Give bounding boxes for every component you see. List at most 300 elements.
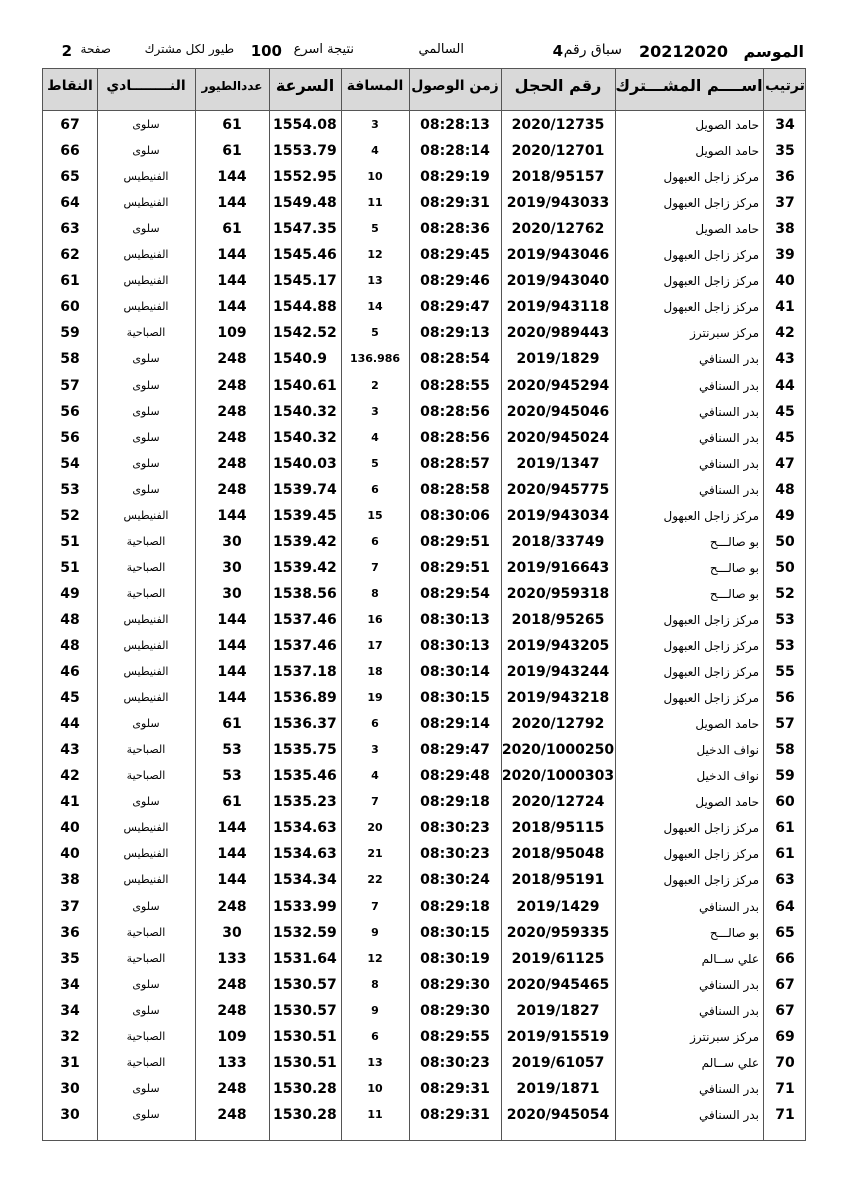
ring-number: 2020/12724 (511, 794, 605, 811)
distance-value: 21 (367, 847, 383, 861)
arrival-time: 08:29:47 (420, 299, 490, 316)
bird-count: 248 (217, 351, 247, 368)
ring-number: 2019/943040 (506, 273, 610, 290)
table-row (43, 503, 805, 529)
speed-value: 1530.57 (273, 1002, 337, 1019)
speed-value: 1540.61 (273, 377, 337, 394)
speed-value: 1552.95 (273, 169, 337, 186)
ring-number: 2020/945054 (506, 1106, 610, 1123)
ring-number: 2019/1827 (516, 1002, 600, 1019)
speed-value: 1540.32 (273, 403, 337, 420)
participant-name: مركز زاجل العبهول (663, 170, 759, 185)
bird-count: 30 (222, 533, 242, 550)
speed-value: 1545.46 (273, 247, 337, 264)
table-row (43, 138, 805, 164)
speed-value: 1535.75 (273, 742, 337, 759)
ring-number: 2020/12701 (511, 143, 605, 160)
distance-value: 17 (367, 639, 383, 652)
points-value: 59 (60, 325, 80, 342)
rank-cell: 61 (775, 846, 795, 863)
ring-number: 2020/1000303 (501, 768, 615, 785)
participant-name: مركز زاجل العبهول (663, 821, 759, 836)
bird-count: 144 (217, 273, 247, 290)
table-row (43, 1076, 805, 1102)
distance-value: 7 (371, 899, 379, 913)
rank-cell: 63 (775, 872, 795, 889)
participant-name: حامد الصويل (695, 795, 759, 810)
participant-name: حامد الصويل (695, 144, 759, 159)
rank-cell: 66 (775, 950, 795, 967)
speed-value: 1530.51 (273, 1054, 337, 1071)
rank-cell: 64 (775, 898, 795, 915)
speed-value: 1542.52 (273, 325, 337, 342)
points-value: 30 (60, 1106, 80, 1123)
table-row (43, 373, 805, 399)
table-row (43, 268, 805, 294)
points-value: 64 (60, 195, 80, 212)
club-name: سلوى (132, 352, 160, 366)
rank-cell: 60 (775, 794, 795, 811)
season-label: الموسم (743, 42, 804, 61)
participant-name: بدر السنافي (699, 977, 759, 992)
club-name: الفنيطيس (123, 665, 169, 679)
club-name: الصباحية (126, 326, 166, 340)
table-row (43, 1024, 805, 1050)
ring-number: 2020/989443 (506, 325, 610, 342)
speed-value: 1535.23 (273, 794, 337, 811)
club-name: سلوى (132, 482, 160, 496)
distance-value: 19 (367, 691, 383, 705)
club-name: الصباحية (126, 743, 166, 757)
points-value: 51 (60, 559, 80, 576)
ring-number: 2019/1429 (516, 898, 600, 915)
ring-number: 2020/945294 (506, 377, 610, 394)
distance-value: 3 (371, 743, 379, 757)
club-name: الفنيطيس (123, 508, 169, 522)
club-name: الفنيطيس (123, 248, 169, 262)
rank-cell: 52 (775, 585, 795, 602)
points-value: 49 (60, 585, 80, 602)
arrival-time: 08:28:57 (420, 455, 490, 472)
speed-value: 1554.08 (273, 117, 337, 133)
table-row (43, 425, 805, 451)
participant-name: علي ســالم (701, 951, 759, 966)
speed-value: 1537.18 (273, 664, 337, 681)
ring-number: 2020/12792 (511, 716, 605, 733)
ring-number: 2019/943218 (506, 690, 610, 707)
club-name: الصباحية (126, 560, 166, 574)
ring-number: 2018/95191 (511, 872, 605, 889)
page-label: صفحة (80, 42, 111, 56)
participant-name: بدر السنافي (699, 352, 759, 367)
table-row (43, 894, 805, 920)
points-value: 61 (60, 273, 80, 290)
table-row (43, 346, 805, 372)
points-value: 40 (60, 820, 80, 837)
arrival-time: 08:28:56 (420, 403, 490, 420)
arrival-time: 08:30:23 (420, 846, 490, 863)
arrival-time: 08:28:14 (420, 143, 490, 160)
rank-cell: 71 (775, 1080, 795, 1097)
speed-value: 1539.42 (273, 559, 337, 576)
participant-name: بدر السنافي (699, 404, 759, 419)
points-value: 54 (60, 455, 80, 472)
participant-name: مركز زاجل العبهول (663, 847, 759, 862)
bird-count: 144 (217, 820, 247, 837)
bird-count: 248 (217, 976, 247, 993)
rank-cell: 43 (775, 351, 795, 368)
points-value: 53 (60, 481, 80, 498)
ring-number: 2018/33749 (511, 533, 605, 550)
distance-value: 16 (367, 612, 383, 626)
points-value: 42 (60, 768, 80, 785)
distance-value: 9 (371, 1003, 379, 1017)
ring-number: 2020/12762 (511, 221, 605, 238)
distance-value: 4 (371, 144, 379, 158)
bird-count: 144 (217, 507, 247, 524)
club-name: سلوى (132, 717, 160, 731)
points-value: 67 (60, 117, 80, 133)
participant-name: حامد الصويل (695, 118, 759, 132)
bird-count: 144 (217, 169, 247, 186)
rank-cell: 36 (775, 169, 795, 186)
rank-cell: 44 (775, 377, 795, 394)
points-value: 34 (60, 976, 80, 993)
table-row (43, 529, 805, 555)
speed-value: 1540.9 (273, 351, 328, 368)
col-arrival: زمن الوصول (411, 78, 499, 94)
arrival-time: 08:30:19 (420, 950, 490, 967)
distance-value: 3 (371, 404, 379, 418)
arrival-time: 08:28:36 (420, 221, 490, 238)
arrival-time: 08:28:56 (420, 429, 490, 446)
participant-name: بدر السنافي (699, 378, 759, 393)
club-name: الفنيطيس (123, 274, 169, 288)
rank-cell: 49 (775, 507, 795, 524)
speed-value: 1545.17 (273, 273, 337, 290)
points-value: 40 (60, 846, 80, 863)
arrival-time: 08:30:14 (420, 664, 490, 681)
speed-value: 1547.35 (273, 221, 337, 238)
ring-number: 2019/1871 (516, 1080, 600, 1097)
table-row (43, 737, 805, 763)
participant-name: نواف الدخيل (696, 743, 759, 758)
club-name: سلوى (132, 1107, 160, 1121)
arrival-time: 08:29:46 (420, 273, 490, 290)
rank-cell: 35 (775, 143, 795, 160)
speed-value: 1530.57 (273, 976, 337, 993)
distance-value: 4 (371, 769, 379, 783)
speed-value: 1531.64 (273, 950, 337, 967)
bird-count: 144 (217, 195, 247, 212)
bird-count: 144 (217, 846, 247, 863)
distance-value: 8 (371, 977, 379, 991)
col-speed: السرعة (275, 76, 335, 95)
participant-name: حامد الصويل (695, 717, 759, 732)
table-row (43, 399, 805, 425)
bird-count: 53 (222, 768, 242, 785)
bird-count: 61 (222, 716, 242, 733)
participant-name: بو صالـــح (709, 586, 759, 601)
results-table (42, 68, 806, 1141)
bird-count: 248 (217, 1106, 247, 1123)
ring-number: 2020/959335 (506, 924, 610, 941)
speed-value: 1538.56 (273, 585, 337, 602)
points-value: 31 (60, 1054, 80, 1071)
arrival-time: 08:29:54 (420, 585, 490, 602)
participant-name: بدر السنافي (699, 899, 759, 914)
ring-number: 2020/945024 (506, 429, 610, 446)
rank-cell: 57 (775, 716, 795, 733)
speed-value: 1530.28 (273, 1106, 337, 1123)
points-value: 41 (60, 794, 80, 811)
points-value: 56 (60, 403, 80, 420)
club-name: سلوى (132, 404, 160, 418)
participant-name: مركز زاجل العبهول (663, 248, 759, 263)
participant-name: بو صالـــح (709, 925, 759, 940)
points-value: 48 (60, 638, 80, 654)
speed-value: 1539.74 (273, 481, 337, 498)
arrival-time: 08:29:13 (420, 325, 490, 342)
arrival-time: 08:28:58 (420, 481, 490, 498)
ring-number: 2018/95115 (511, 820, 605, 837)
table-row (43, 815, 805, 841)
ring-number: 2019/943033 (506, 195, 610, 212)
participant-name: علي ســالم (701, 1055, 759, 1070)
rank-cell: 55 (775, 664, 795, 681)
speed-value: 1530.51 (273, 1028, 337, 1045)
rank-cell: 41 (775, 299, 795, 316)
table-row (43, 633, 805, 659)
arrival-time: 08:28:13 (420, 117, 490, 133)
speed-value: 1539.45 (273, 507, 337, 524)
points-value: 56 (60, 429, 80, 446)
table-row (43, 867, 805, 893)
rank-cell: 67 (775, 976, 795, 993)
participant-name: بدر السنافي (699, 430, 759, 445)
arrival-time: 08:30:15 (420, 690, 490, 707)
distance-value: 10 (367, 1081, 383, 1095)
rank-cell: 61 (775, 820, 795, 837)
rank-cell: 50 (775, 533, 795, 550)
arrival-time: 08:30:24 (420, 872, 490, 889)
bird-count: 144 (217, 247, 247, 264)
table-row (43, 320, 805, 346)
participant-name: بدر السنافي (699, 1003, 759, 1018)
bird-count: 61 (222, 221, 242, 238)
arrival-time: 08:28:55 (420, 377, 490, 394)
club-name: الفنيطيس (123, 170, 169, 184)
participant-name: بو صالـــح (709, 534, 759, 549)
distance-value: 14 (367, 300, 383, 314)
points-value: 38 (60, 872, 80, 889)
distance-value: 3 (371, 118, 379, 131)
table-row (43, 190, 805, 216)
points-value: 43 (60, 742, 80, 759)
ring-number: 2019/916643 (506, 559, 610, 576)
participant-name: مركز زاجل العبهول (663, 639, 759, 653)
ring-number: 2018/95265 (511, 611, 605, 628)
rank-cell: 47 (775, 455, 795, 472)
speed-value: 1536.89 (273, 690, 337, 707)
arrival-time: 08:30:23 (420, 1054, 490, 1071)
participant-name: مركز سبرنترز (690, 1029, 759, 1044)
points-value: 36 (60, 924, 80, 941)
arrival-time: 08:29:55 (420, 1028, 490, 1045)
points-value: 37 (60, 898, 80, 915)
bird-count: 248 (217, 429, 247, 446)
table-row (43, 555, 805, 581)
result-label: نتيجة اسرع (293, 42, 354, 57)
bird-count: 133 (217, 1054, 247, 1071)
ring-number: 2019/61125 (511, 950, 605, 967)
table-row (43, 581, 805, 607)
ring-number: 2018/95048 (511, 846, 605, 863)
arrival-time: 08:29:18 (420, 898, 490, 915)
arrival-time: 08:29:48 (420, 768, 490, 785)
arrival-time: 08:29:51 (420, 559, 490, 576)
bird-count: 248 (217, 403, 247, 420)
distance-value: 6 (371, 482, 379, 496)
participant-name: مركز سبرنترز (690, 326, 759, 341)
table-row (43, 998, 805, 1024)
birds-count: 100 (250, 42, 282, 60)
points-value: 51 (60, 533, 80, 550)
table-row (43, 112, 805, 138)
club-name: الصباحية (126, 1055, 166, 1069)
rank-cell: 70 (775, 1054, 795, 1071)
table-row (43, 659, 805, 685)
bird-count: 144 (217, 299, 247, 316)
club-name: الفنيطيس (123, 821, 169, 835)
points-value: 66 (60, 143, 80, 160)
distance-value: 5 (371, 456, 379, 470)
ring-number: 2018/95157 (511, 169, 605, 186)
club-name: الصباحية (126, 586, 166, 600)
bird-count: 133 (217, 950, 247, 967)
table-row (43, 216, 805, 242)
club-name: سلوى (132, 1003, 160, 1017)
distance-value: 20 (367, 821, 383, 835)
points-value: 44 (60, 716, 80, 733)
rank-cell: 40 (775, 273, 795, 290)
ring-number: 2019/915519 (506, 1028, 610, 1045)
arrival-time: 08:29:51 (420, 533, 490, 550)
arrival-time: 08:29:30 (420, 1002, 490, 1019)
club-name: الفنيطيس (123, 691, 169, 705)
arrival-time: 08:28:54 (420, 351, 490, 368)
points-value: 63 (60, 221, 80, 238)
club-name: سلوى (132, 899, 160, 913)
arrival-time: 08:29:19 (420, 169, 490, 186)
club-name: الفنيطيس (123, 612, 169, 626)
arrival-time: 08:29:31 (420, 1106, 490, 1123)
table-row (43, 477, 805, 503)
participant-name: مركز زاجل العبهول (663, 873, 759, 888)
points-value: 30 (60, 1080, 80, 1097)
club-name: سلوى (132, 144, 160, 158)
arrival-time: 08:30:13 (420, 611, 490, 628)
points-value: 46 (60, 664, 80, 681)
speed-value: 1540.03 (273, 455, 337, 472)
rank-cell: 45 (775, 403, 795, 420)
speed-value: 1537.46 (273, 611, 337, 628)
points-value: 52 (60, 507, 80, 524)
page-header (0, 42, 848, 64)
bird-count: 144 (217, 611, 247, 628)
distance-value: 6 (371, 1029, 379, 1043)
club-name: الصباحية (126, 769, 166, 783)
distance-value: 7 (371, 795, 379, 809)
distance-value: 10 (367, 170, 383, 184)
bird-count: 109 (217, 325, 247, 342)
participant-name: مركز زاجل العبهول (663, 612, 759, 627)
club-name: سلوى (132, 378, 160, 392)
table-row (43, 920, 805, 946)
table-row (43, 763, 805, 789)
distance-value: 136.986 (349, 352, 401, 366)
rank-cell: 53 (775, 638, 795, 654)
page-number: 2 (61, 42, 72, 60)
arrival-time: 08:29:47 (420, 742, 490, 759)
ring-number: 2020/959318 (506, 585, 610, 602)
participant-name: مركز زاجل العبهول (663, 665, 759, 680)
club-name: سلوى (132, 977, 160, 991)
ring-number: 2020/12735 (511, 117, 605, 133)
participant-name: بدر السنافي (699, 1107, 759, 1122)
points-value: 45 (60, 690, 80, 707)
bird-count: 109 (217, 1028, 247, 1045)
participant-name: مركز زاجل العبهول (663, 691, 759, 706)
rank-cell: 53 (775, 611, 795, 628)
ring-number: 2020/945046 (506, 403, 610, 420)
col-distance: المسافة (346, 78, 404, 94)
bird-count: 144 (217, 638, 247, 654)
ring-number: 2019/61057 (511, 1054, 605, 1071)
distance-value: 13 (367, 1055, 383, 1069)
table-row (43, 164, 805, 190)
club-name: الصباحية (126, 951, 166, 965)
season-value: 20212020 (638, 42, 728, 61)
club-name: الصباحية (126, 925, 166, 939)
col-club: النــــــــادي (106, 78, 186, 94)
ring-number: 2020/1000250 (501, 742, 615, 759)
speed-value: 1544.88 (273, 299, 337, 316)
col-ring: رقم الحجل (514, 76, 602, 95)
distance-value: 4 (371, 430, 379, 444)
table-header-row (43, 69, 805, 111)
bird-count: 144 (217, 690, 247, 707)
distance-value: 5 (371, 326, 379, 340)
speed-value: 1549.48 (273, 195, 337, 212)
ring-number: 2019/943046 (506, 247, 610, 264)
club-name: سلوى (132, 118, 160, 131)
ring-number: 2019/943205 (506, 638, 610, 654)
participant-name: نواف الدخيل (696, 769, 759, 784)
rank-cell: 69 (775, 1028, 795, 1045)
participant-name: بدر السنافي (699, 1081, 759, 1096)
bird-count: 30 (222, 559, 242, 576)
points-value: 34 (60, 1002, 80, 1019)
table-row (43, 242, 805, 268)
club-name: سلوى (132, 1081, 160, 1095)
participant-name: مركز زاجل العبهول (663, 508, 759, 523)
distance-value: 11 (367, 196, 383, 210)
points-value: 57 (60, 377, 80, 394)
rank-cell: 38 (775, 221, 795, 238)
points-value: 65 (60, 169, 80, 186)
race-number: 4 (552, 42, 563, 60)
